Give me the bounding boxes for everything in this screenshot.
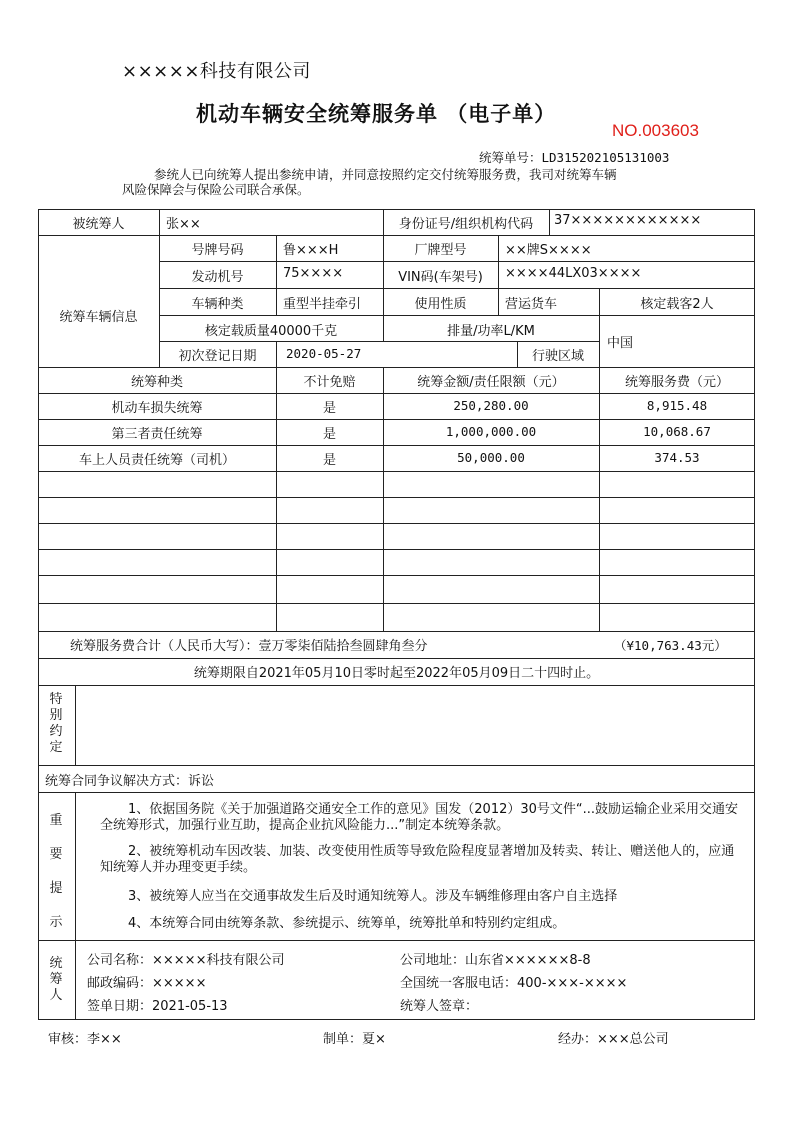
coverage-row-amount: 1,000,000.00 bbox=[445, 424, 537, 439]
type-value: 重型半挂牵引 bbox=[283, 297, 362, 312]
reg-date-label: 初次登记日期 bbox=[178, 349, 257, 364]
intro-text bbox=[122, 167, 722, 197]
serial-number: 统筹单号：LD315202105131003 bbox=[479, 150, 670, 165]
use-value: 营运货车 bbox=[505, 297, 558, 312]
engine-value: 75×××× bbox=[283, 266, 344, 281]
displacement-label: 排量/功率L/KM bbox=[447, 324, 535, 339]
reviewer: 审核：李×× bbox=[48, 1032, 122, 1047]
coverage-row-type: 机动车损失统筹 bbox=[111, 401, 203, 416]
period-text: 统筹期限自2021年05月10日零时起至2022年05月09日二十四时止。 bbox=[193, 666, 600, 681]
notice-item-2: 2、被统筹机动车因改装、加装、改变使用性质等导致危险程度显著增加及转卖、转让、赠送他人的，应通知统筹人并办理变更手续。 bbox=[100, 844, 735, 875]
coverage-header-type: 统筹种类 bbox=[130, 375, 183, 390]
id-label: 身份证号/组织机构代码 bbox=[398, 217, 534, 232]
maker: 制单：夏× bbox=[323, 1032, 386, 1047]
insured-label: 被统筹人 bbox=[72, 217, 125, 232]
provider-postcode: 邮政编码：××××× bbox=[87, 976, 207, 991]
reg-date-value: 2020-05-27 bbox=[286, 346, 362, 361]
coverage-header-amount: 统筹金额/责任限额（元） bbox=[417, 375, 565, 390]
provider-company: 公司名称：×××××科技有限公司 bbox=[87, 953, 285, 968]
notice-item-4: 4、本统筹合同由统筹条款、参统提示、统筹单，统筹批单和特别约定组成。 bbox=[128, 916, 566, 931]
id-value: 37×××××××××××× bbox=[554, 213, 702, 228]
type-label: 车辆种类 bbox=[191, 297, 244, 312]
total-value: （¥10,763.43元） bbox=[614, 638, 727, 653]
coverage-row-type: 第三者责任统筹 bbox=[111, 427, 203, 442]
coverage-row-amount: 50,000.00 bbox=[457, 450, 525, 465]
document-number: NO.003603 bbox=[612, 121, 699, 140]
coverage-row-deductible: 是 bbox=[322, 453, 336, 468]
provider-hotline: 全国统一客服电话：400-×××-×××× bbox=[400, 976, 628, 991]
vin-value: ××××44LX03×××× bbox=[505, 266, 642, 281]
coverage-row-type: 车上人员责任统筹（司机） bbox=[78, 453, 235, 468]
handler: 经办：×××总公司 bbox=[558, 1032, 669, 1047]
mass-value: 核定载质量40000千克 bbox=[204, 324, 338, 339]
coverage-row-fee: 10,068.67 bbox=[643, 424, 711, 439]
plate-label: 号牌号码 bbox=[191, 243, 244, 258]
provider-address: 公司地址：山东省××××××8-8 bbox=[400, 953, 591, 968]
plate-value: 鲁×××H bbox=[283, 243, 339, 258]
total-label: 统筹服务费合计（人民币大写）：壹万零柒佰陆拾叁圆肆角叁分 bbox=[70, 639, 428, 654]
insured-value: 张×× bbox=[166, 217, 201, 232]
coverage-header-fee: 统筹服务费（元） bbox=[624, 375, 729, 390]
coverage-row-fee: 374.53 bbox=[654, 450, 700, 465]
vin-label: VIN码(车架号) bbox=[398, 270, 483, 285]
coverage-row-deductible: 是 bbox=[322, 401, 336, 416]
engine-label: 发动机号 bbox=[191, 270, 244, 285]
use-label: 使用性质 bbox=[414, 297, 467, 312]
notice-item-1: 1、依据国务院《关于加强道路交通安全工作的意见》国发（2012）30号文件“...鼓励运输企业采用交通安全统筹形式，加强行业互助，提高企业抗风险能力...”制定本统筹条款。 bbox=[100, 802, 739, 833]
provider-signature: 统筹人签章： bbox=[400, 999, 479, 1014]
page-title: 机动车辆安全统筹服务单 （电子单） bbox=[196, 102, 557, 126]
coverage-row-fee: 8,915.48 bbox=[646, 398, 708, 413]
special-terms-label: 特 别 约 定 bbox=[49, 692, 63, 755]
provider-label: 统 筹 人 bbox=[49, 956, 63, 1003]
seats-value: 核定载客2人 bbox=[640, 297, 714, 312]
coverage-row-amount: 250,280.00 bbox=[453, 398, 529, 413]
dispute-text: 统筹合同争议解决方式：诉讼 bbox=[45, 774, 215, 789]
company-name: ×××××科技有限公司 bbox=[122, 61, 311, 82]
notice-item-3: 3、被统筹人应当在交通事故发生后及时通知统筹人。涉及车辆维修理由客户自主选择 bbox=[128, 889, 618, 904]
brand-label: 厂牌型号 bbox=[414, 243, 467, 258]
important-notice-label: 重 要 提 示 bbox=[49, 813, 63, 930]
coverage-header-deductible: 不计免赔 bbox=[303, 375, 356, 390]
coverage-row-deductible: 是 bbox=[322, 427, 336, 442]
vehicle-section-label: 统筹车辆信息 bbox=[59, 310, 138, 325]
brand-value: ××牌S×××× bbox=[505, 243, 592, 258]
intro-line-1: 参统人已向统筹人提出参统申请，并同意按照约定交付统筹服务费，我司对统筹车辆 bbox=[154, 167, 617, 182]
region-label: 行驶区域 bbox=[531, 349, 584, 364]
region-value: 中国 bbox=[607, 336, 634, 351]
intro-line-2: 风险保障会与保险公司联合承保。 bbox=[122, 182, 310, 197]
provider-sign-date: 签单日期：2021-05-13 bbox=[87, 999, 228, 1014]
